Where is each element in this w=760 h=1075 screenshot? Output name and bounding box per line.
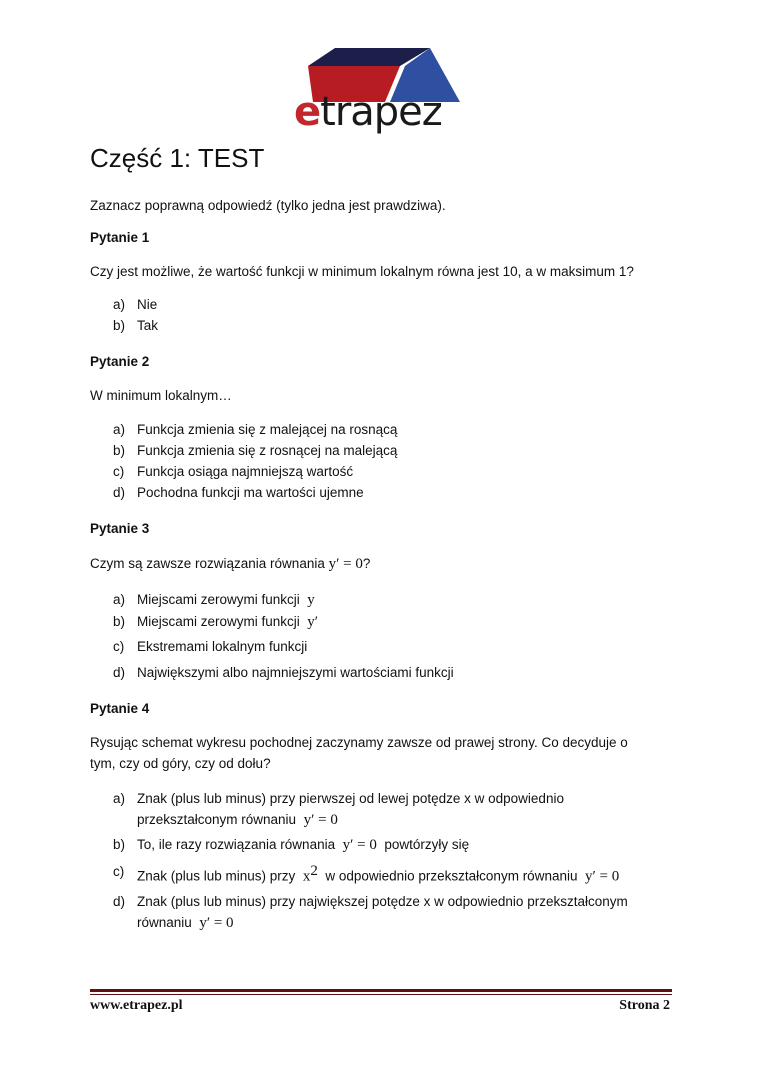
option-q2-a[interactable]: a) Funkcja zmienia się z malejącej na rosnącą — [113, 422, 398, 437]
option-q3-c[interactable]: c) Ekstremami lokalnym funkcji — [113, 639, 308, 654]
question-2-options — [113, 419, 397, 503]
option-q3-a[interactable]: a) Miejscami zerowymi funkcji y — [113, 592, 315, 608]
question-4-options — [113, 788, 663, 934]
question-4-text: Rysując schemat wykresu pochodnej zaczynamy zawsze od prawej strony. Co decyduje o tym, czy od góry, czy od dołu? — [90, 735, 628, 771]
question-3-options — [113, 589, 454, 683]
question-4-label: Pytanie 4 — [90, 701, 150, 716]
option-q1-b[interactable]: b) Tak — [113, 318, 159, 333]
question-2-label: Pytanie 2 — [90, 354, 150, 369]
question-3-text: Czym są zawsze rozwiązania równania y′ = 0? — [90, 556, 371, 572]
option-q3-b[interactable]: b) Miejscami zerowymi funkcji y′ — [113, 614, 319, 630]
footer-divider-thick — [90, 989, 672, 992]
option-q2-c[interactable]: c) Funkcja osiąga najmniejszą wartość — [113, 464, 354, 479]
option-q4-b[interactable]: b) To, ile razy rozwiązania równania y′ = 0 powtórzyły się — [113, 837, 470, 853]
question-1-text: Czy jest możliwe, że wartość funkcji w minimum lokalnym równa jest 10, a w maksimum 1? — [90, 264, 634, 279]
question-3-label: Pytanie 3 — [90, 521, 150, 536]
footer-divider-thin — [90, 994, 672, 995]
option-q2-b[interactable]: b) Funkcja zmienia się z rosnącej na malejącą — [113, 443, 398, 458]
option-q1-a[interactable]: a) Nie — [113, 297, 158, 312]
option-q2-d[interactable]: d) Pochodna funkcji ma wartości ujemne — [113, 485, 364, 500]
option-q4-d[interactable]: d) Znak (plus lub minus) przy największej potędze x w odpowiednio przekształconym równaniu y′ = 0 — [113, 893, 628, 931]
question-1-label: Pytanie 1 — [90, 230, 150, 245]
page-title: Część 1: TEST — [90, 143, 265, 173]
instruction: Zaznacz poprawną odpowiedź (tylko jedna jest prawdziwa). — [90, 198, 446, 213]
logo-wordmark: etrapez — [294, 89, 442, 135]
etrapez-logo — [290, 44, 475, 144]
footer-page-number: Strona 2 — [619, 998, 670, 1013]
option-q4-a[interactable]: a) Znak (plus lub minus) przy pierwszej od lewej potędze x w odpowiednio przekształconym równaniu y′ = 0 — [113, 791, 564, 828]
option-q4-c[interactable]: c) Znak (plus lub minus) przy $x^2$ w odpowiednio przekształconym równaniu y′ = 0 — [113, 863, 620, 885]
question-2-text: W minimum lokalnym… — [90, 388, 232, 403]
footer-website: www.etrapez.pl — [90, 998, 183, 1013]
option-q3-d[interactable]: d) Największymi albo najmniejszymi wartościami funkcji — [113, 665, 454, 680]
question-1-options — [113, 294, 158, 336]
